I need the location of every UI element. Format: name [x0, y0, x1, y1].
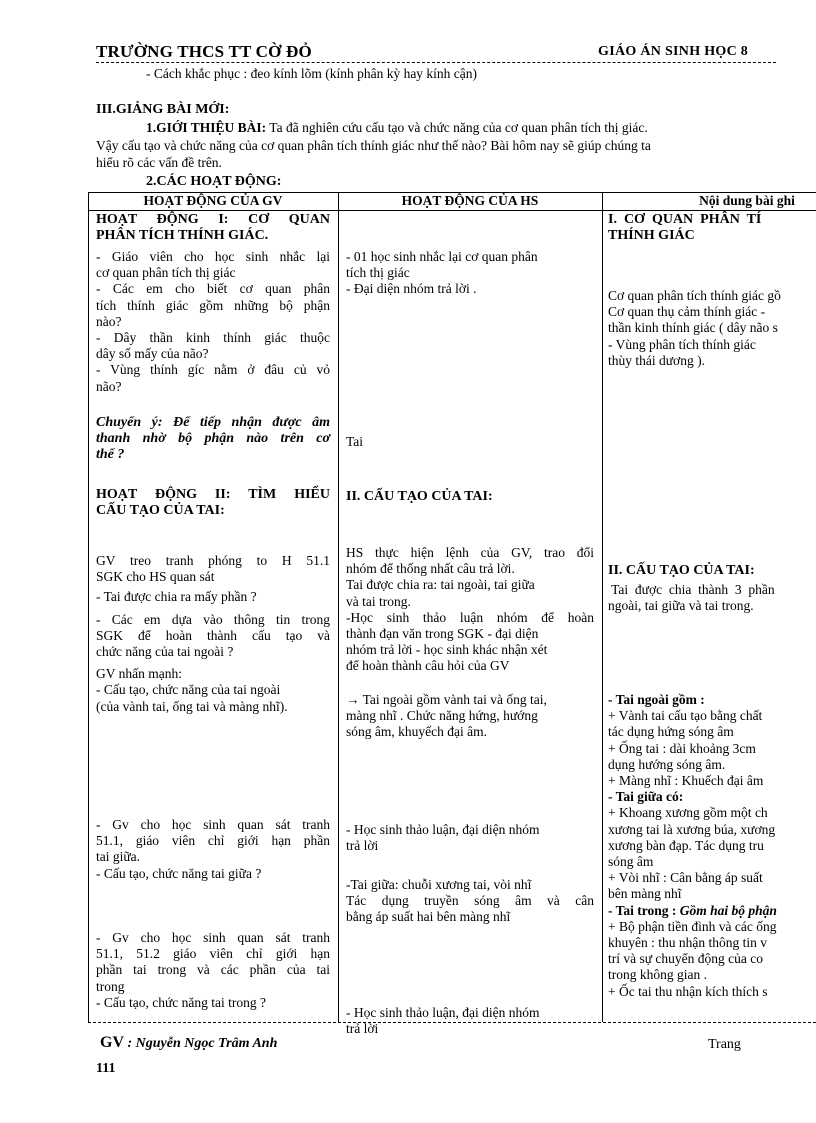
- nd-line: Cơ quan phân tích thính giác gồ: [608, 288, 781, 303]
- gv-line: phần tai trong và các phần của tai: [96, 962, 330, 978]
- nd-line: khuyên : thu nhận thông tin v: [608, 935, 767, 951]
- nd-line: thần kinh thính giác ( dây não s: [608, 320, 778, 336]
- nd-line: trí và sự chuyển động của co: [608, 951, 764, 967]
- intro-line-2: Vậy cấu tạo và chức năng của cơ quan phân tích thính giác như thế nào? Bài hôm nay sẽ giúp chúng ta: [96, 138, 651, 153]
- gv-line: - Vùng thính gíc nằm ở đâu củ vỏ: [96, 362, 330, 378]
- gv-line: - Cấu tạo, chức năng của tai ngoài: [96, 682, 281, 698]
- gv-line: - Dây thần kinh thính giác thuộc: [96, 330, 330, 346]
- nd-line: [608, 903, 816, 919]
- intro-line-3: hiểu rõ các vấn đề trên.: [96, 155, 222, 170]
- hs-line: tích thị giác: [346, 265, 410, 281]
- hs-line: trả lời: [346, 838, 379, 854]
- nd-line: sóng âm: [608, 854, 654, 870]
- header-gv: HOẠT ĐỘNG CỦA GV: [143, 193, 283, 208]
- nd-line: + Vành tai cấu tạo bằng chất: [608, 708, 763, 724]
- nd-section-2-body: [608, 692, 816, 1000]
- table-header-border: [88, 210, 816, 211]
- gv-line: nào?: [96, 313, 122, 329]
- nd-line: + Bộ phận tiền đình và các ống: [608, 918, 777, 934]
- intro-text-1: Ta đã nghiên cứu cấu tạo và chức năng của cơ quan phân tích thị giác.: [266, 120, 648, 135]
- hs-line: để hoàn thành câu hỏi của GV: [346, 658, 510, 674]
- gv-activity-1-body: [96, 249, 330, 395]
- footer-page-label: Trang: [708, 1037, 741, 1052]
- nd-line: + Ốc tai thu nhận kích thích s: [608, 983, 768, 999]
- nd-line: - Tai giữa có:: [608, 789, 684, 805]
- gv-line: dây số mấy của não?: [96, 346, 209, 362]
- gv-transition-line: thể ?: [96, 447, 125, 463]
- hs-line: Tai được chia ra: tai ngoài, tai giữa: [346, 577, 535, 593]
- school-name: TRƯỜNG THCS TT CỜ ĐỎ: [96, 42, 312, 61]
- gv-line: - Cấu tạo, chức năng tai trong ?: [96, 994, 267, 1010]
- gv-line: - Các em dựa vào thông tin trong: [96, 611, 330, 627]
- header-divider: [96, 62, 776, 63]
- gv-a2-title-line-2: CẤU TẠO CỦA TAI:: [96, 503, 225, 519]
- nd-line: bên màng nhĩ: [608, 886, 682, 902]
- nd-line: xương tai là xương búa, xương: [608, 821, 776, 837]
- gv-line: chức năng của tai ngoài ?: [96, 644, 234, 660]
- section-title: III.GIẢNG BÀI MỚI:: [96, 102, 230, 117]
- gv-a1-title-line-2: PHÂN TÍCH THÍNH GIÁC.: [96, 228, 269, 244]
- hs-line: -Tai giữa: chuỗi xương tai, vòi nhĩ: [346, 877, 532, 892]
- hs-activity-2-a: [346, 545, 594, 675]
- hs-section-2-title: II. CẤU TẠO CỦA TAI:: [346, 489, 493, 504]
- nd-line: + Khoang xương gồm một ch: [608, 805, 768, 821]
- hs-line: trả lời: [346, 1021, 379, 1037]
- hs-line: - 01 học sinh nhắc lại cơ quan phân: [346, 249, 538, 264]
- hs-line: thành đạn văn trong SGK - đại diện: [346, 626, 539, 642]
- gv-line: não?: [96, 378, 122, 394]
- nd-line: xương bàn đạp. Tác dụng tru: [608, 837, 764, 853]
- nd-line: + Ống tai : dài khoảng 3cm: [608, 740, 756, 756]
- hs-activity-2-c: [346, 822, 594, 854]
- nd-line: trong không gian .: [608, 967, 707, 983]
- gv-activity-2-title: [96, 487, 330, 519]
- gv-line: - Các em cho biết cơ quan phân: [96, 281, 330, 297]
- gv-line: trong: [96, 978, 125, 994]
- page-number: 111: [96, 1061, 116, 1076]
- teacher-name: : Nguyễn Ngọc Trâm Anh: [124, 1036, 278, 1051]
- hs-line: → Tai ngoài gồm vành tai và ống tai,: [346, 692, 547, 707]
- hs-line: và tai trong.: [346, 593, 411, 609]
- nd-line: tác dụng hứng sóng âm: [608, 724, 734, 740]
- gv-a2-title-line-1: HOẠT ĐỘNG II: TÌM HIỂU: [96, 487, 330, 502]
- subject-title: GIÁO ÁN SINH HỌC 8: [598, 44, 749, 59]
- nd-line: dụng hướng sóng âm.: [608, 756, 726, 772]
- gv-line: - Gv cho học sinh quan sát tranh: [96, 930, 330, 945]
- hs-line: sóng âm, khuyếch đại âm.: [346, 724, 487, 740]
- header-hs: HOẠT ĐỘNG CỦA HS: [401, 193, 539, 208]
- nd-line: I. CƠ QUAN PHÂN TÍ: [608, 212, 762, 227]
- gv-line: - Cấu tạo, chức năng tai giữa ?: [96, 865, 262, 881]
- nd-line: + Vòi nhĩ : Cân bằng áp suất: [608, 870, 763, 886]
- table-border-left: [88, 192, 89, 1022]
- nd-inner-ear-label: - Tai trong :: [608, 902, 677, 918]
- top-line: - Cách khắc phục : đeo kính lõm (kính phân kỳ hay kính cận): [146, 66, 478, 81]
- gv-transition: [96, 415, 330, 464]
- hs-activity-1: [346, 249, 594, 298]
- hs-activity-2-b: [346, 692, 594, 741]
- gv-line: - Gv cho học sinh quan sát tranh: [96, 817, 330, 832]
- nd-section-1-title: [608, 212, 816, 244]
- gv-transition-line: thanh nhờ bộ phận nào trên cơ: [96, 431, 330, 447]
- hs-line: màng nhĩ . Chức năng hứng, hướng: [346, 708, 538, 724]
- gv-line: 51.1, 51.2 giáo viên chỉ giới hạn: [96, 946, 330, 962]
- gv-line: GV treo tranh phóng to H 51.1: [96, 553, 330, 568]
- gv-transition-line: Chuyển ý: Để tiếp nhận được âm: [96, 415, 330, 430]
- hs-line: HS thực hiện lệnh của GV, trao đổi: [346, 545, 594, 560]
- nd-inner-ear-desc: Gồm hai bộ phận: [676, 902, 777, 918]
- table-col-divider-2: [602, 192, 603, 1022]
- nd-line: + Màng nhĩ : Khuếch đại âm: [608, 773, 764, 789]
- gv-activity-2-body-c: [96, 930, 330, 1011]
- hs-line: bằng áp suất hai bên màng nhĩ: [346, 909, 511, 925]
- gv-activity-1-title: [96, 212, 330, 244]
- gv-activity-2-body-b: [96, 817, 330, 882]
- footer-teacher: [100, 1034, 277, 1052]
- gv-line: 51.1, giáo viên chỉ giới hạn phần: [96, 833, 330, 849]
- intro-label: 1.GIỚI THIỆU BÀI:: [146, 120, 267, 135]
- intro-line-1: [146, 120, 786, 136]
- hs-activity-2-e: [346, 1005, 594, 1037]
- hs-activity-2-d: [346, 877, 594, 926]
- hs-line: -Học sinh thảo luận nhóm để hoàn: [346, 609, 594, 625]
- hs-line: Tác dụng truyền sóng âm và cân: [346, 893, 594, 909]
- gv-line: tai giữa.: [96, 849, 141, 865]
- hs-line: - Học sinh thảo luận, đại diện nhóm: [346, 1005, 540, 1020]
- nd-section-2-title: II. CẤU TẠO CỦA TAI:: [608, 563, 755, 578]
- gv-line: - Tai được chia ra mấy phần ?: [96, 589, 257, 605]
- activities-label: 2.CÁC HOẠT ĐỘNG:: [146, 174, 282, 189]
- nd-line: - Tai ngoài gồm :: [608, 692, 705, 707]
- table-col-divider-1: [338, 192, 339, 1022]
- teacher-label: GV: [100, 1034, 124, 1051]
- nd-line: - Vùng phân tích thính giác: [608, 336, 756, 352]
- nd-line: THÍNH GIÁC: [608, 228, 695, 244]
- gv-a1-title-line-1: HOẠT ĐỘNG I: CƠ QUAN: [96, 212, 330, 227]
- gv-activity-2-body-a: [96, 553, 330, 715]
- nd-line: ngoài, tai giữa và tai trong.: [608, 598, 754, 614]
- gv-line: GV nhấn mạnh:: [96, 666, 182, 682]
- lesson-table: [88, 192, 816, 1037]
- gv-line: SGK cho HS quan sát: [96, 569, 215, 585]
- gv-line: - Giáo viên cho học sinh nhắc lại: [96, 249, 330, 264]
- gv-line: cơ quan phân tích thị giác: [96, 265, 236, 281]
- nd-section-2-intro: [608, 582, 816, 614]
- gv-line: SGK để hoàn thành cấu tạo và: [96, 627, 330, 643]
- gv-line: tích thính giác gồm những bộ phận: [96, 297, 330, 313]
- hs-line: - Đại diện nhóm trả lời .: [346, 281, 477, 297]
- gv-line: (của vành tai, ống tai và màng nhĩ).: [96, 698, 288, 714]
- hs-answer-tai: Tai: [346, 434, 364, 449]
- nd-line: Tai được chia thành 3 phần: [608, 582, 775, 597]
- header-noi-dung: Nội dung bài ghi: [699, 193, 795, 208]
- hs-line: nhóm để thống nhất câu trả lời.: [346, 561, 515, 577]
- nd-line: Cơ quan thụ cảm thính giác -: [608, 304, 766, 320]
- hs-line: - Học sinh thảo luận, đại diện nhóm: [346, 822, 540, 837]
- nd-section-1-body: [608, 288, 816, 369]
- nd-line: thùy thái dương ).: [608, 352, 705, 368]
- hs-line: nhóm trả lời - học sinh khác nhận xét: [346, 642, 548, 658]
